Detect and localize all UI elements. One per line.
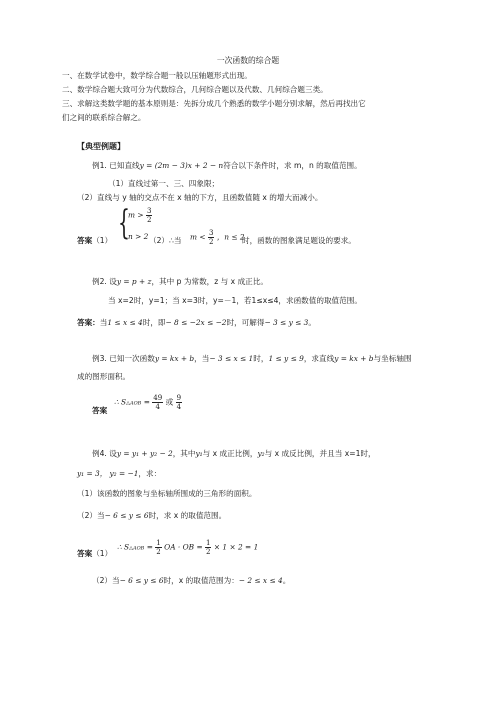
intro-line-2: 二、数学综合题大致可分为代数综合，几何综合题以及代数、几何综合题三类。 — [62, 85, 328, 94]
ex1-answer-2-tail: 时，函数的图象满足题设的要求。 — [242, 236, 356, 245]
ex4-question-1: （1）该函数的图象与坐标轴所围成的三角形的面积。 — [77, 489, 257, 498]
ex1-statement: 例1. 已知直线y = (2m − 3)x + 2 − n符合以下条件时，求 m，n 的取值范围。 — [92, 161, 362, 170]
intro-line-1: 一、在数学试卷中，数学综合题一般以压轴题形式出现。 — [62, 71, 252, 80]
intro-line-3: 三、求解这类数学题的基本原则是：先拆分成几个熟悉的数学小题分别求解，然后再找出它 — [62, 99, 366, 108]
ex3-statement-line-2: 成的图形面积。 — [77, 372, 131, 381]
ex3-statement: 例3. 已知一次函数y = kx + b，当− 3 ≤ x ≤ 1时，1 ≤ y ≤ 9，求直线y = kx + b与坐标轴围 — [92, 354, 412, 363]
ex2-statement: 例2. 设y = p + z，其中 p 为常数，z 与 x 成正比。 — [92, 277, 268, 286]
ex3-answer-label: 答案 — [92, 406, 108, 415]
ex4-question-2: （2）当− 6 ≤ y ≤ 6时，求 x 的取值范围。 — [77, 511, 227, 520]
ex4-answer-label: 答案（1） — [77, 549, 113, 558]
ex3-answer-formula: ∴ S△AOB = $\frac{49}{4}$ 或 $\frac{9}{4}$ — [114, 394, 182, 411]
ex4-statement-line-2: y₁ = 3， y₂ = −1，求： — [77, 469, 162, 478]
intro-line-4: 们之间的联系综合解之。 — [62, 113, 146, 122]
ex2-condition: 当 x=2时，y=1；当 x=3时，y=－1，若1≤x≤4，求函数值的取值范围。 — [108, 296, 362, 305]
ex2-answer: 答案：当1 ≤ x ≤ 4时，即− 8 ≤ −2x ≤ −2时，可解得− 3 ≤ y ≤ 3。 — [77, 318, 316, 327]
ex4-answer-formula: ∴ S△AOB = $\frac{1}{2}$ OA · OB = $\frac{1}{2}$ × 1 × 2 = 1 — [117, 539, 259, 556]
ex4-statement: 例4. 设y = y₁ + y₂ − 2，其中y₁与 x 成正比例，y₂与 x 成反比例，并且当 x=1时， — [92, 449, 376, 458]
ex1-condition-1: （1）直线过第一、三、四象限； — [108, 179, 220, 188]
ex1-system-eq-2: n > 2 — [128, 232, 149, 241]
ex1-answer-2: （2）∴当 — [149, 236, 182, 245]
ex1-line-formula: y = (2m − 3)x + 2 − n — [139, 161, 224, 170]
ex1-answer-2-condition: m < $\frac{3}{2}$ ，n ≤ 2 — [190, 229, 245, 246]
ex1-answer-label: 答案（1） — [77, 236, 113, 245]
ex1-condition-2: （2）直线与 y 轴的交点不在 x 轴的下方，且函数值随 x 的增大而减小。 — [77, 193, 323, 202]
ex1-system-brace: { — [118, 203, 130, 243]
section-heading: 【典型例题】 — [77, 142, 125, 151]
ex4-answer-2: （2）当− 6 ≤ y ≤ 6时，x 的取值范围为：− 2 ≤ x ≤ 4。 — [92, 576, 291, 585]
ex1-system-eq-1: m > $\frac{3}{2}$ — [128, 207, 152, 224]
page-title: 一次函数的综合题 — [216, 56, 280, 65]
